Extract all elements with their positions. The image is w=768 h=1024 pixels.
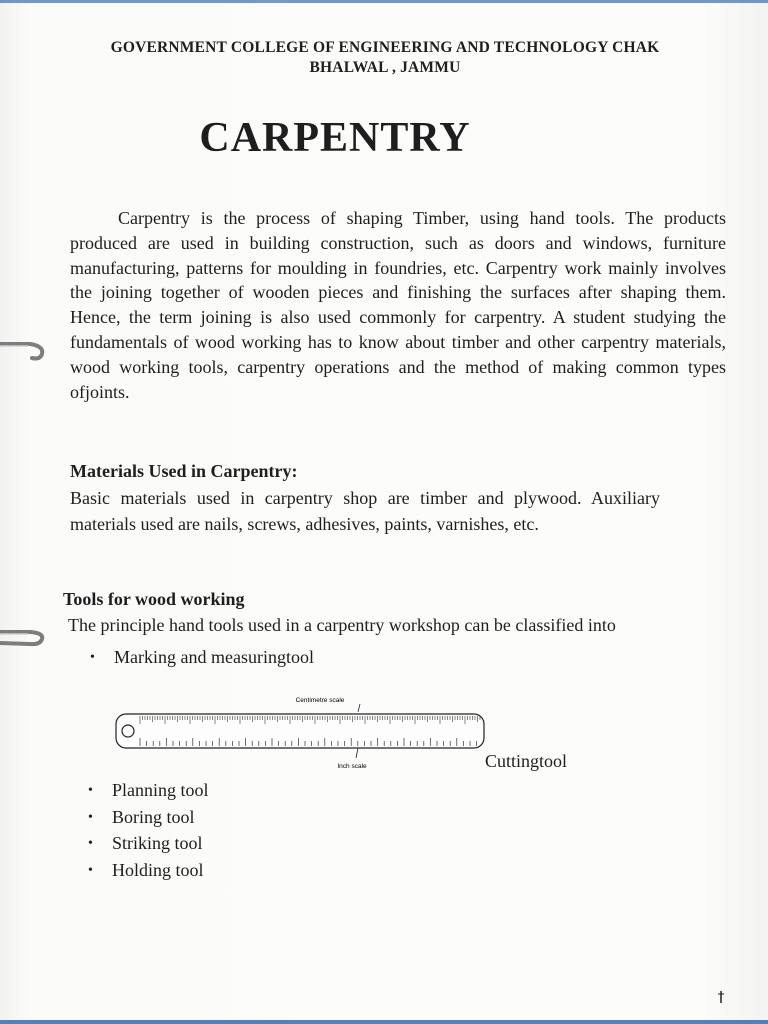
header-line-2: BHALWAL , JAMMU bbox=[309, 59, 461, 76]
college-header bbox=[60, 38, 710, 78]
bullet-icon: • bbox=[88, 782, 93, 798]
bullet-icon: • bbox=[88, 809, 93, 825]
bullet-icon: • bbox=[88, 862, 93, 878]
materials-paragraph: Basic materials used in carpentry shop are timber and plywood. Auxiliary materials used are nails, screws, adhesives, paints, varnishes, etc. bbox=[70, 488, 660, 534]
header-line-1: GOVERNMENT COLLEGE OF ENGINEERING AND TECHNOLOGY CHAK bbox=[110, 39, 660, 56]
list-item-label: Boring tool bbox=[112, 807, 195, 827]
label-arrow bbox=[358, 704, 360, 712]
intro-paragraph: Carpentry is the process of shaping Timber, using hand tools. The products produced are used in building construction, such as doors and windows, furniture manufacturing, patterns for moulding in foundries, etc. Carpentry work mainly involves the joining together of wooden pieces and finishing the surfaces after shaping them. Hence, the term joining is also used commonly for carpentry. A student studying the fundamentals of wood working has to know about timber and other carpentry materials, wood working tools, carpentry operations and the method of making common types ofjoints. bbox=[70, 208, 726, 402]
list-item-label: Striking tool bbox=[112, 833, 203, 853]
list-item-label: Planning tool bbox=[112, 780, 209, 800]
page-title: CARPENTRY bbox=[199, 115, 471, 161]
tools-heading: Tools for wood working bbox=[63, 589, 245, 609]
list-item-label: Marking and measuringtool bbox=[114, 647, 314, 667]
inch-scale-label: Inch scale bbox=[337, 763, 367, 770]
label-arrow bbox=[356, 748, 358, 758]
list-item-label: Holding tool bbox=[112, 860, 204, 880]
corner-mark-icon bbox=[718, 990, 724, 1004]
binder-ring-icon bbox=[0, 338, 48, 362]
bullet-icon: • bbox=[88, 835, 93, 851]
cutting-tool-label: Cuttingtool bbox=[485, 751, 568, 771]
tools-intro-text: The principle hand tools used in a carpentry workshop can be classified into bbox=[68, 615, 616, 635]
top-edge-line bbox=[0, 0, 768, 3]
binder-ring-icon bbox=[0, 624, 48, 648]
bullet-icon: • bbox=[90, 649, 95, 665]
centimetre-scale-label: Centimetre scale bbox=[295, 697, 345, 704]
list-item bbox=[88, 860, 204, 881]
bottom-edge-line bbox=[0, 1020, 768, 1024]
list-item bbox=[88, 780, 209, 801]
list-item bbox=[88, 833, 203, 854]
list-item bbox=[88, 807, 195, 828]
list-item bbox=[90, 647, 314, 668]
steel-rule-figure bbox=[112, 690, 502, 770]
materials-heading: Materials Used in Carpentry: bbox=[70, 461, 298, 481]
